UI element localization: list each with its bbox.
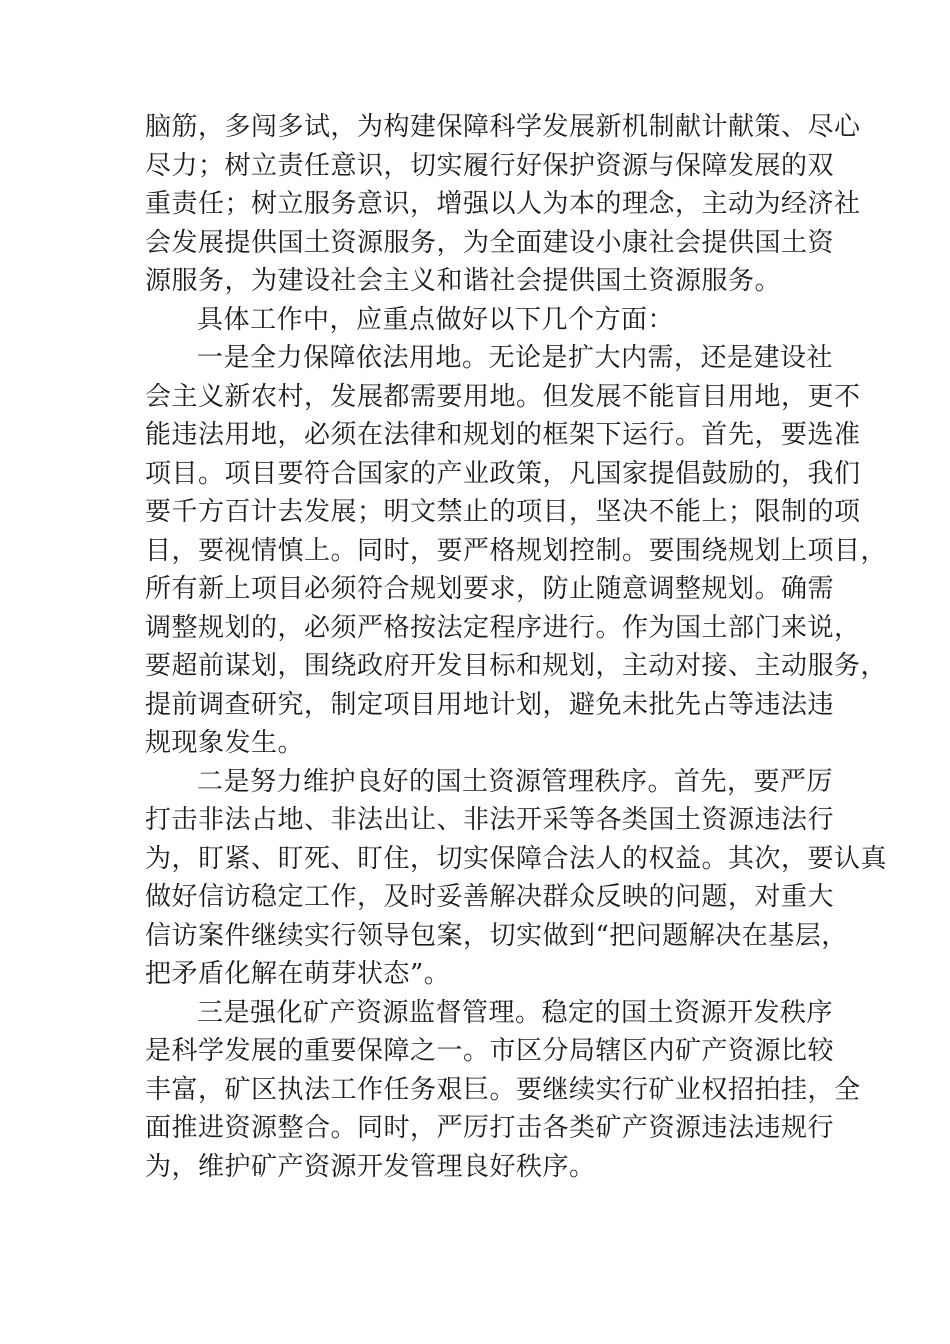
text-line: 面推进资源整合。同时，严厉打击各类矿产资源违法违规行 [145,1113,835,1143]
text-line: 提前调查研究，制定项目用地计划，避免未批先占等违法违 [145,689,835,720]
text-line: 项目。项目要符合国家的产业政策，凡国家提倡鼓励的，我们 [145,458,861,489]
text-line: 把矛盾化解在萌芽状态”。 [145,959,451,989]
text-line: 要千方百计去发展；明文禁止的项目，坚决不能上；限制的项 [145,497,861,527]
text-line: 为，维护矿产资源开发管理良好秩序。 [145,1151,596,1182]
document-page [145,108,888,1186]
paragraph-start-line: 具体工作中，应重点做好以下几个方面： [197,304,675,335]
text-line: 是科学发展的重要保障之一。市区分局辖区内矿产资源比较 [145,1036,835,1066]
text-line: 会主义新农村，发展都需要用地。但发展不能盲目用地，更不 [145,381,861,412]
text-line: 能违法用地，必须在法律和规划的框架下运行。首先，要选准 [145,420,861,450]
paragraph-start-line: 二是努力维护良好的国土资源管理秩序。首先，要严厉 [197,766,834,797]
text-line: 会发展提供国土资源服务，为全面建设小康社会提供国土资 [145,227,835,258]
text-line: 所有新上项目必须符合规划要求，防止随意调整规划。确需 [145,574,835,604]
text-line: 要超前谋划，围绕政府开发目标和规划，主动对接、主动服务， [145,651,888,681]
text-line: 脑筋，多闯多试，为构建保障科学发展新机制献计献策、尽心 [145,112,861,142]
text-line: 源服务，为建设社会主义和谐社会提供国土资源服务。 [145,266,782,296]
text-line: 规现象发生。 [145,728,305,758]
text-line: 目，要视情慎上。同时，要严格规划控制。要围绕规划上项目， [145,535,888,566]
text-line: 为，盯紧、盯死、盯住，切实保障合法人的权益。其次，要认真 [145,843,888,874]
text-line: 丰富，矿区执法工作任务艰巨。要继续实行矿业权招拍挂，全 [145,1074,861,1105]
text-line: 打击非法占地、非法出让、非法开采等各类国土资源违法行 [145,805,835,835]
paragraph-start-line: 一是全力保障依法用地。无论是扩大内需，还是建设社 [197,343,834,373]
paragraph-start-line: 三是强化矿产资源监督管理。稳定的国土资源开发秩序 [197,997,834,1028]
text-line: 信访案件继续实行领导包案，切实做到“把问题解决在基层， [145,920,848,951]
text-line: 调整规划的，必须严格按法定程序进行。作为国土部门来说， [145,612,861,643]
text-line: 重责任；树立服务意识，增强以人为本的理念，主动为经济社 [145,189,861,219]
text-line: 做好信访稳定工作，及时妥善解决群众反映的问题，对重大 [145,882,835,912]
text-line: 尽力；树立责任意识，切实履行好保护资源与保障发展的双 [145,150,835,181]
